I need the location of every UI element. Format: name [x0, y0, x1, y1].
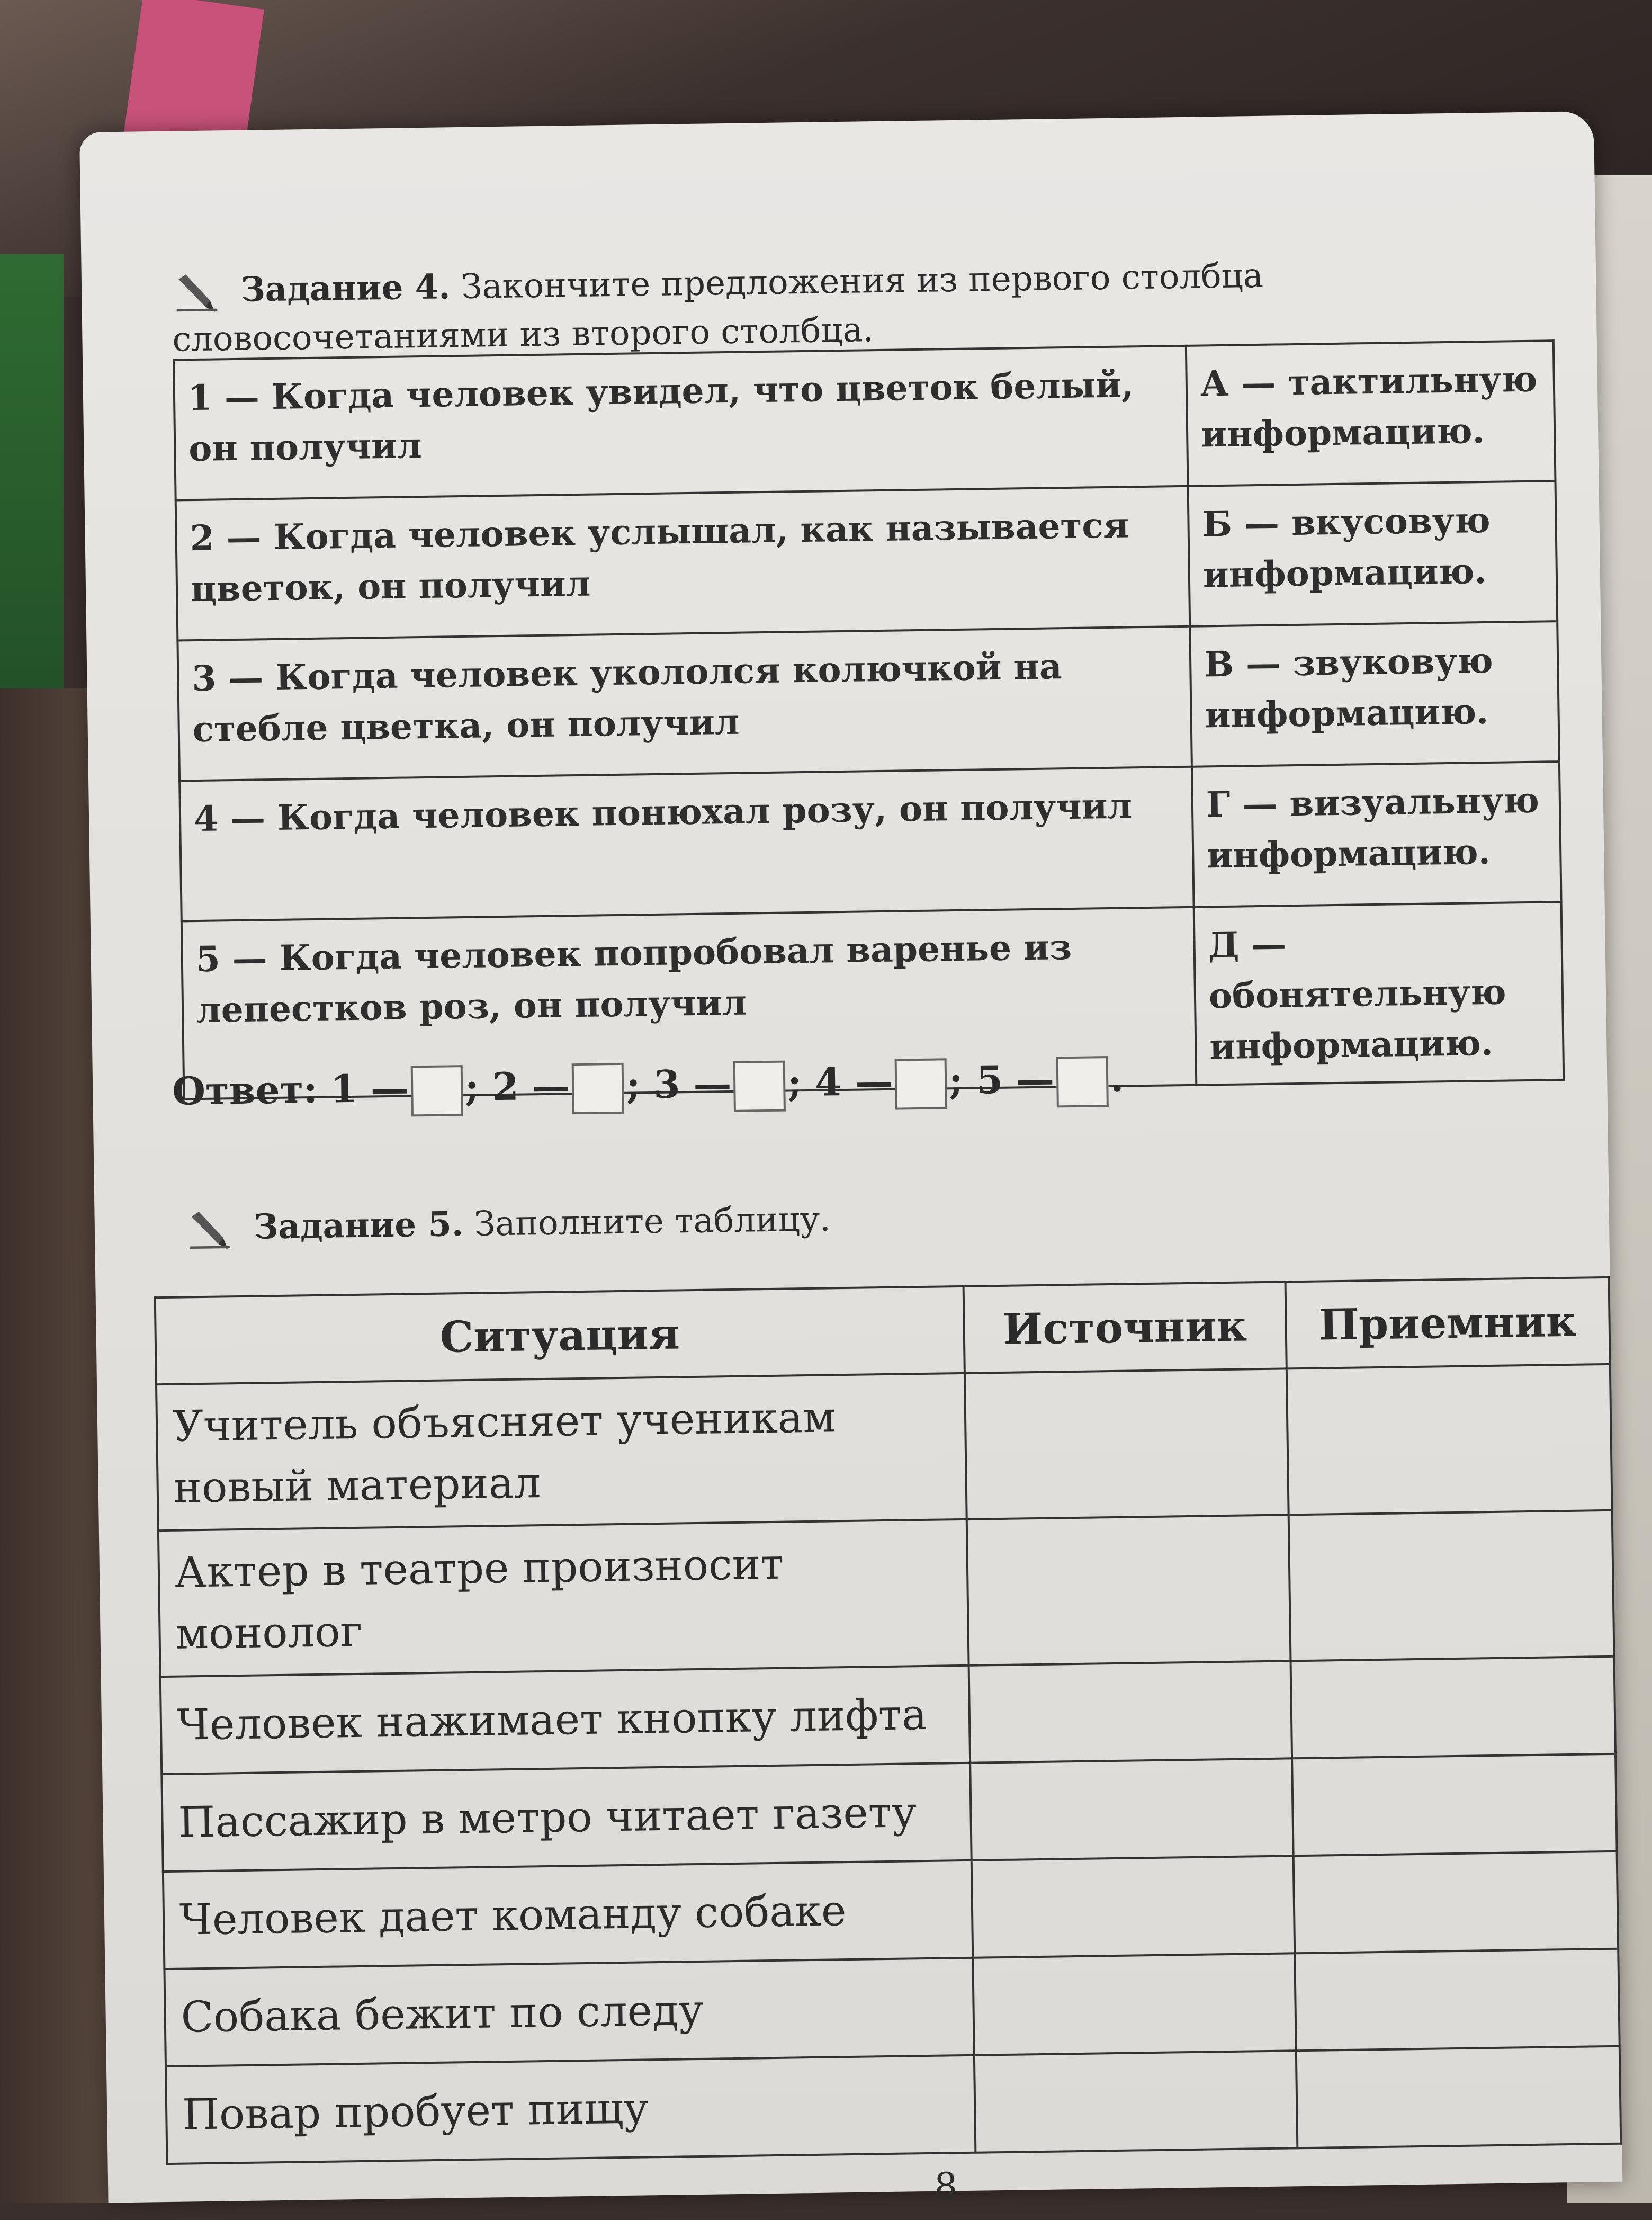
situation-cell: Актер в театре произносит монолог [158, 1519, 968, 1677]
receiver-cell[interactable] [1296, 2046, 1621, 2149]
answer-item-label: 1 — [330, 1065, 409, 1112]
receiver-cell[interactable] [1292, 1754, 1617, 1856]
matching-table [173, 339, 1565, 1100]
column-header-source: Источник [963, 1282, 1286, 1373]
task5-heading [184, 1187, 1551, 1255]
source-cell[interactable] [970, 1758, 1294, 1860]
receiver-cell[interactable] [1287, 1364, 1612, 1515]
situation-cell: Собака бежит по следу [164, 1958, 974, 2066]
receiver-cell[interactable] [1290, 1657, 1615, 1759]
receiver-cell[interactable] [1295, 1949, 1620, 2051]
table-row [176, 481, 1557, 640]
situation-cell: Повар пробует пищу [166, 2055, 975, 2164]
task4-instruction: Закончите предложения из первого столбца словосочетаниями из второго столбца. [172, 256, 1264, 360]
table-row [177, 621, 1559, 781]
sentence-ending: Г — визуальную информацию. [1192, 762, 1561, 907]
table-row [179, 762, 1561, 921]
answer-box-2[interactable] [572, 1063, 624, 1114]
source-cell[interactable] [968, 1661, 1292, 1762]
fill-in-table [154, 1276, 1622, 2165]
sentence-ending: Б — вкусовую информацию. [1188, 481, 1558, 626]
receiver-cell[interactable] [1288, 1510, 1614, 1661]
situation-cell: Человек дает команду собаке [163, 1860, 973, 1969]
pencil-icon [184, 1206, 232, 1255]
table-row [174, 341, 1555, 500]
receiver-cell[interactable] [1293, 1851, 1618, 1954]
answer-item-label: ; 2 — [464, 1063, 571, 1110]
table-row [156, 1364, 1612, 1530]
task5-title: Задание 5. [253, 1204, 464, 1247]
answer-box-3[interactable] [733, 1061, 786, 1112]
answer-item-label: ; 5 — [948, 1056, 1055, 1103]
source-cell[interactable] [974, 2051, 1298, 2152]
answer-item-label: ; 3 — [626, 1060, 732, 1107]
pencil-icon [172, 269, 220, 317]
sentence-start: 1 — Когда человек увидел, что цветок белый, он получил [174, 346, 1188, 500]
workbook-page [79, 111, 1622, 2208]
sentence-ending: В — звуковую информацию. [1190, 621, 1559, 767]
column-header-receiver: Приемник [1285, 1277, 1610, 1369]
situation-cell: Человек нажимает кнопку лифта [160, 1666, 970, 1774]
sentence-start: 4 — Когда человек понюхал розу, он получил [179, 767, 1194, 921]
situation-cell: Пассажир в метро читает газету [161, 1763, 971, 1872]
task4-title: Задание 4. [240, 267, 451, 310]
page-number: 8 [933, 2164, 958, 2208]
answer-end: . [1110, 1055, 1124, 1100]
answer-label: Ответ: [172, 1066, 318, 1114]
source-cell[interactable] [966, 1515, 1290, 1665]
table-row [158, 1510, 1614, 1677]
sentence-start: 5 — Когда человек попробовал варенье из лепестков роз, он получил [182, 907, 1197, 1099]
background-green-object [0, 254, 64, 731]
task5-instruction: Заполните таблицу. [473, 1199, 831, 1244]
sentence-start: 2 — Когда человек услышал, как называется цветок, он получил [176, 486, 1190, 641]
answer-box-5[interactable] [1056, 1056, 1108, 1107]
source-cell[interactable] [965, 1368, 1289, 1519]
sentence-ending: А — тактильную информацию. [1186, 341, 1556, 486]
source-cell[interactable] [973, 1953, 1296, 2055]
column-header-situation: Ситуация [155, 1286, 965, 1384]
answer-box-1[interactable] [410, 1065, 463, 1116]
table-row [166, 2046, 1621, 2164]
answer-box-4[interactable] [895, 1058, 947, 1109]
source-cell[interactable] [971, 1856, 1295, 1957]
sentence-ending: Д — обонятельную информацию. [1194, 902, 1564, 1085]
sentence-start: 3 — Когда человек укололся колючкой на стебле цветка, он получил [177, 626, 1192, 781]
answer-item-label: ; 4 — [787, 1058, 893, 1105]
situation-cell: Учитель объясняет ученикам новый материал [156, 1373, 966, 1530]
